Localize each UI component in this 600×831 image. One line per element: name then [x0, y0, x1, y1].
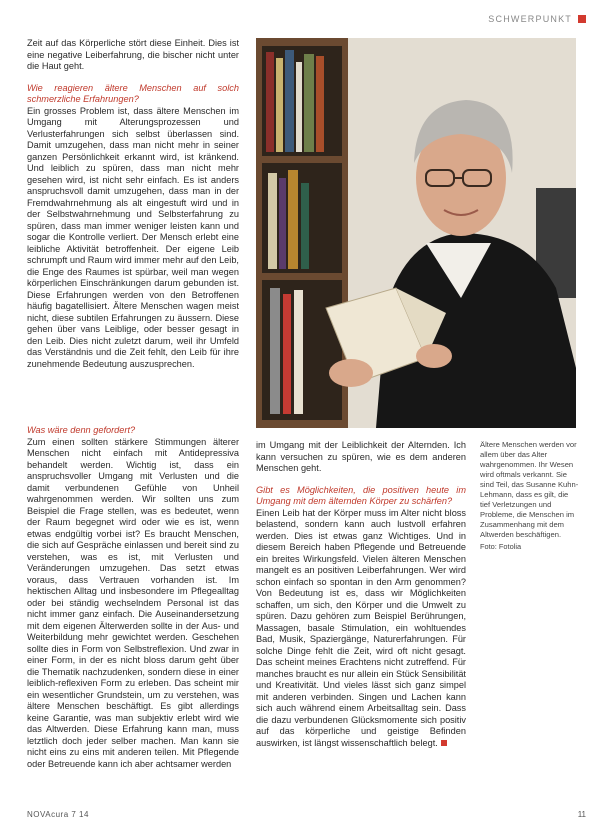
answer-paragraph-1: Ein grosses Problem ist, dass ältere Menschen im Umgang mit Alterungsprozessen und Verlusterfahrungen sich selbst überlassen sind. Damit umzugehen, dass man nicht mehr in seiner ganzen Persönlichkeit erkannt wird, ist kränkend. Und leiblich zu spüren, dass man nicht mehr gesehen wird, ist nicht sehr einfach. Es ist anders anspruchsvoll damit umzugehen, dass man in der Fremdwahrnehmung als alt eingestuft wird und in der Selbstwahrnehmung und Selbsterfahrung zu spüren, dass man immer weniger leisten kann und sogar die Kontrolle verliert. Der Mensch erlebt eine leibliche Aktivität betroffenheit. Der eigene Leib schrumpft und Raum wird immer mehr auf den Leib, die Enge des Raumes ist spürbar, weil man wegen körperlichen Einschränkungen darum gebunden ist. Diese Erfahrungen werden von den Betroffenen häufig bagatellisiert. Ältere Menschen wagen meist nicht, diese subtilen Erfahrungen zu äussern. Diese gehen über vans Leiblige, oder besser gesagt in den Leib. Dies nicht zuletzt darum, weil ihr Umfeld das Verständnis und die Zeit fehlt, den Leib für ihre zunehmende Bedeutung auszusprechen. [27, 105, 239, 369]
page-number: 11 [577, 810, 586, 819]
page-header [488, 14, 586, 24]
woman-reading-photo [256, 38, 576, 428]
section-label: SCHWERPUNKT [488, 14, 572, 24]
answer-paragraph-3: Einen Leib hat der Körper muss im Alter nicht bloss belastend, sondern kann auch lustvoll erfahren werden. Dies ist etwas ganz Wichtiges. Und in diesem Bereich haben Pflegende und Betreuende ein breites Wirkungsfeld. Vielen älteren Menschen mangelt es an positiven Leiberfahrungen. Wer wird schon einfach so spontan in den Arm genommen? Von Bedeutung ist es, dass wir Möglichkeiten schaffen, um sich, den Körper und die Umwelt zu spüren. Dazu gehören zum Beispiel Berührungen, Massagen, basale Stimulation, ein wohltuendes Bad, Musik, Spaziergänge, Naturerfahrungen. Für solche Dinge fehlt die Zeit, wird oft nicht gesagt. Das scheint meines Erachtens nicht zutreffend. Für manches braucht es nur allein ein Stück Sensibilität und Kreativität. Und vieles lässt sich ganz simpel mit anderen verbinden. Singen und Lachen kann sich auch während einem Arbeitsalltag sein. Dass die dazu verbundenen Glücksmomente sich positiv auf das körperliche und geistige Befinden auswirken, ist längst wissenschaftlich belegt. [256, 507, 466, 748]
section-marker [578, 15, 586, 23]
interview-question-3: Gibt es Möglichkeiten, die positiven heute im Umgang mit dem älternden Körper zu schärfen? [256, 484, 466, 506]
answer-paragraph-2-cont: im Umgang mit der Leiblichkeit der Alternden. Ich kann versuchen zu spüren, wie es dem anderen Menschen geht. [256, 440, 466, 473]
column-a-lower [27, 425, 239, 770]
interview-question-1: Wie reagieren ältere Menschen auf solch schmerzliche Erfahrungen? [27, 82, 239, 104]
intro-paragraph: Zeit auf das Körperliche stört diese Einheit. Dies ist eine negative Leiberfahrung, die bischer nicht unter die Haut geht. [27, 38, 239, 71]
end-marker [441, 740, 447, 746]
caption-text: Ältere Menschen werden vor allem über das Alter wahrgenommen. Ihr Wesen wird oftmals verkannt. Sie sind Teil, das Susanne Kuhn-Lehmann, dass es gilt, die tief Verletzungen und Probleme, die Menschen im Zusammenhang mit dem Altwerden beschäftigen. [480, 440, 579, 539]
column-a [27, 38, 239, 370]
footer-publication: NOVAcura 7 14 [27, 810, 89, 819]
column-b [256, 440, 466, 749]
interview-question-2: Was wäre denn gefordert? [27, 425, 136, 435]
photo-credit: Foto: Fotolia [480, 542, 522, 551]
article-photo [256, 38, 576, 428]
answer-paragraph-2: Zum einen sollten stärkere Stimmungen älterer Menschen nicht einfach mit Antidepressiva behandelt werden. Wichtig ist, dass ein anspruchsvoller Umgang mit Verlusten und die damit verbundenen Gefühle von Unheil wahrgenommen werden. Wir sollten uns zum Beispiel die Frage stellen, was es bedeutet, wenn der Raum begegnet wird oder wie es ist, wenn etwas endgültig vorbei ist? Es braucht Menschen, die sich auf Gespräche einlassen und bereit sind zu verstehen, was es ist, mit Verlusten und Veränderungen umzugehen. Das setzt etwas voraus, dass Vertrauen vorhanden ist. Im hektischen Alltag und insbesondere im Pflegealltag oder bei ständig wechselndem Personal ist das nicht immer ganz einfach. Die Auseinandersetzung mit dem eigenen Älterwerden sollte in der Aus- und Weiterbildung mehr gewichtet werden. Geschehen sollte dies in Form von Selbstreflexion. Und zwar in einer Form, in der es nicht bloss darum geht über die Thematik nachzudenken, sondern diese in einer leiblich-reflexiven Form zu erleben. Das scheint mir ein wesentlicher Grundstein, um zu verstehen, was ältere Menschen beschäftigt. Es gibt allerdings keine Garantie, was man subjektiv erlebt wird wie das Altwerden. Diese Erfahrung kann man, muss letztlich doch jeder selber machen. Man kann sie nicht eins zu eins mit anderen teilen. Mit Pflegende oder Betreuende kann ich aber achtsamer werden [27, 436, 239, 769]
photo-caption [480, 440, 580, 552]
